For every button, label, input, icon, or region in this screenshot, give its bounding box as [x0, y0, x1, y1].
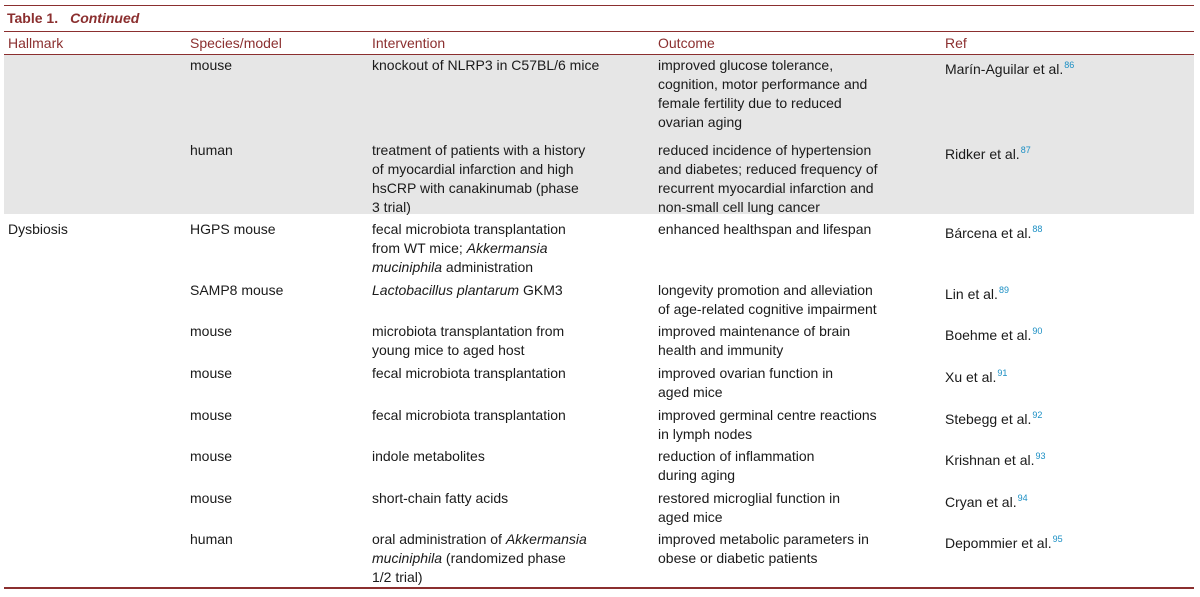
- outcome-line: aged mice: [658, 509, 723, 525]
- ref-author: Depommier et al.: [945, 535, 1052, 551]
- intervention-line: treatment of patients with a history: [372, 142, 586, 158]
- intervention-line: knockout of NLRP3 in C57BL/6 mice: [372, 57, 600, 73]
- caption-rule: [4, 31, 1194, 32]
- intervention-line: of myocardial infarction and high: [372, 161, 574, 177]
- citation-link[interactable]: 91: [997, 368, 1008, 378]
- outcome-line: health and immunity: [658, 342, 784, 358]
- outcome-line: female fertility due to reduced: [658, 95, 842, 111]
- intervention-line: from WT mice; Akkermansia: [372, 240, 548, 256]
- ref-author: Lin et al.: [945, 286, 998, 302]
- intervention-line: 1/2 trial): [372, 569, 423, 585]
- ref-cell: [945, 530, 1190, 553]
- outcome-line: restored microglial function in: [658, 490, 841, 506]
- species-cell: mouse: [190, 490, 233, 506]
- outcome-cell: [658, 141, 938, 217]
- species-cell: mouse: [190, 407, 233, 423]
- outcome-line: improved maintenance of brain: [658, 323, 851, 339]
- intervention-cell: [372, 364, 642, 383]
- outcome-line: reduced incidence of hypertension: [658, 142, 872, 158]
- intervention-cell: [372, 447, 642, 466]
- intervention-line: hsCRP with canakinumab (phase: [372, 180, 579, 196]
- citation-link[interactable]: 87: [1020, 145, 1031, 155]
- outcome-cell: [658, 56, 938, 132]
- bottom-rule: [4, 587, 1194, 589]
- intervention-line: microbiota transplantation from: [372, 323, 565, 339]
- ref-cell: [945, 220, 1190, 243]
- intervention-line: muciniphila administration: [372, 259, 534, 275]
- species-cell: mouse: [190, 323, 233, 339]
- outcome-line: enhanced healthspan and lifespan: [658, 221, 872, 237]
- top-rule: [4, 5, 1194, 6]
- ref-author: Krishnan et al.: [945, 452, 1035, 468]
- outcome-line: aged mice: [658, 384, 723, 400]
- outcome-cell: [658, 406, 938, 444]
- ref-author: Boehme et al.: [945, 327, 1032, 343]
- outcome-line: in lymph nodes: [658, 426, 753, 442]
- citation-link[interactable]: 90: [1032, 326, 1043, 336]
- outcome-line: improved metabolic parameters in: [658, 531, 869, 547]
- ref-cell: [945, 56, 1190, 79]
- outcome-line: reduction of inflammation: [658, 448, 815, 464]
- table-header: [0, 35, 1200, 53]
- intervention-line: oral administration of Akkermansia: [372, 531, 587, 547]
- intervention-cell: [372, 406, 642, 425]
- header-species: Species/model: [190, 35, 282, 51]
- header-ref: Ref: [945, 35, 967, 51]
- ref-cell: [945, 141, 1190, 164]
- intervention-line: indole metabolites: [372, 448, 485, 464]
- ref-author: Xu et al.: [945, 369, 997, 385]
- intervention-line: young mice to aged host: [372, 342, 525, 358]
- intervention-line: fecal microbiota transplantation: [372, 221, 566, 237]
- outcome-cell: [658, 281, 938, 319]
- intervention-cell: [372, 322, 642, 360]
- intervention-line: fecal microbiota transplantation: [372, 365, 566, 381]
- table-number: Table 1.: [7, 10, 59, 26]
- species-cell: human: [190, 142, 233, 158]
- header-hallmark: Hallmark: [8, 35, 64, 51]
- outcome-line: during aging: [658, 467, 736, 483]
- table-continued-label: Continued: [70, 10, 140, 26]
- ref-author: Cryan et al.: [945, 494, 1017, 510]
- intervention-line: Lactobacillus plantarum GKM3: [372, 282, 563, 298]
- ref-author: Marín-Aguilar et al.: [945, 61, 1064, 77]
- intervention-cell: [372, 220, 642, 277]
- species-cell: mouse: [190, 365, 233, 381]
- intervention-line: short-chain fatty acids: [372, 490, 509, 506]
- outcome-line: and diabetes; reduced frequency of: [658, 161, 878, 177]
- ref-cell: [945, 281, 1190, 304]
- intervention-line: fecal microbiota transplantation: [372, 407, 566, 423]
- intervention-cell: [372, 530, 642, 587]
- ref-author: Bárcena et al.: [945, 225, 1032, 241]
- citation-link[interactable]: 94: [1017, 493, 1028, 503]
- outcome-line: non-small cell lung cancer: [658, 199, 820, 215]
- citation-link[interactable]: 88: [1032, 224, 1043, 234]
- ref-cell: [945, 364, 1190, 387]
- citation-link[interactable]: 95: [1052, 534, 1063, 544]
- ref-cell: [945, 489, 1190, 512]
- outcome-cell: [658, 530, 938, 568]
- outcome-line: of age-related cognitive impairment: [658, 301, 877, 317]
- outcome-line: improved glucose tolerance,: [658, 57, 834, 73]
- outcome-line: improved ovarian function in: [658, 365, 834, 381]
- intervention-cell: [372, 489, 642, 508]
- header-outcome: Outcome: [658, 35, 715, 51]
- intervention-cell: [372, 281, 642, 300]
- species-cell: mouse: [190, 57, 233, 73]
- species-cell: SAMP8 mouse: [190, 282, 284, 298]
- intervention-cell: [372, 141, 642, 217]
- outcome-cell: [658, 489, 938, 527]
- citation-link[interactable]: 93: [1035, 451, 1046, 461]
- species-cell: mouse: [190, 448, 233, 464]
- ref-author: Ridker et al.: [945, 146, 1020, 162]
- outcome-cell: [658, 322, 938, 360]
- outcome-line: improved germinal centre reactions: [658, 407, 877, 423]
- ref-cell: [945, 322, 1190, 345]
- species-cell: HGPS mouse: [190, 221, 276, 237]
- ref-author: Stebegg et al.: [945, 411, 1032, 427]
- intervention-cell: [372, 56, 642, 75]
- header-intervention: Intervention: [372, 35, 446, 51]
- outcome-line: longevity promotion and alleviation: [658, 282, 873, 298]
- ref-cell: [945, 447, 1190, 470]
- species-cell: human: [190, 531, 233, 547]
- outcome-line: obese or diabetic patients: [658, 550, 818, 566]
- outcome-cell: [658, 364, 938, 402]
- intervention-line: 3 trial): [372, 199, 411, 215]
- hallmark-cell: Dysbiosis: [8, 221, 68, 237]
- outcome-line: recurrent myocardial infarction and: [658, 180, 874, 196]
- intervention-line: muciniphila (randomized phase: [372, 550, 566, 566]
- outcome-cell: [658, 447, 938, 485]
- citation-link[interactable]: 92: [1032, 410, 1043, 420]
- ref-cell: [945, 406, 1190, 429]
- outcome-line: cognition, motor performance and: [658, 76, 868, 92]
- table-caption: [7, 10, 139, 26]
- citation-link[interactable]: 89: [998, 285, 1009, 295]
- citation-link[interactable]: 86: [1064, 60, 1075, 70]
- outcome-line: ovarian aging: [658, 114, 743, 130]
- outcome-cell: [658, 220, 938, 239]
